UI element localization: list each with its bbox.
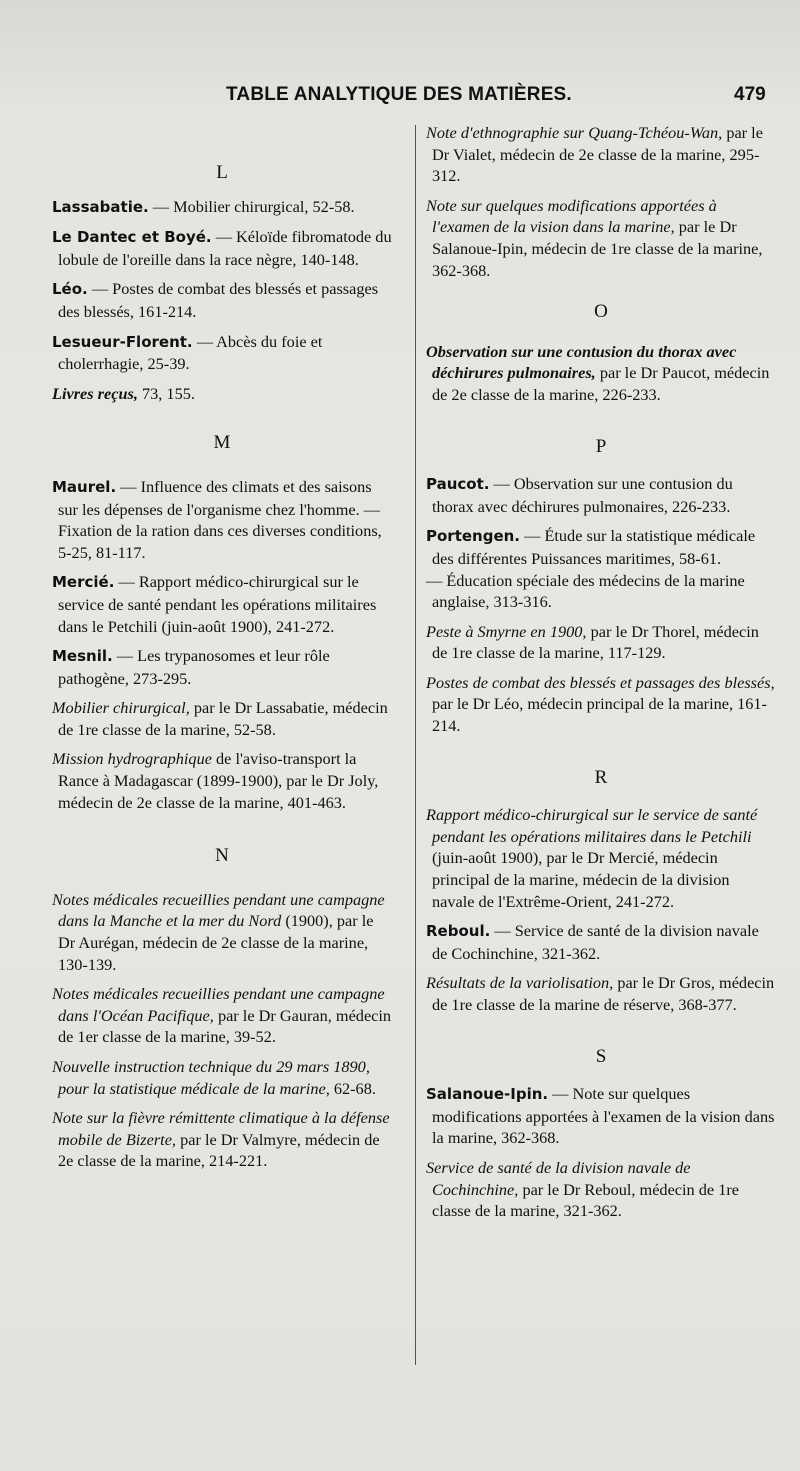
index-entry xyxy=(52,331,392,375)
entry-author: Lesueur-Florent. xyxy=(52,332,193,351)
index-entry xyxy=(426,672,776,737)
index-entry xyxy=(52,571,392,637)
index-entry xyxy=(426,341,776,406)
entry-text: par le Dr Reboul, médecin de 1re classe de la marine, 321-362. xyxy=(432,1179,739,1221)
entry-text: — Étude sur la statistique médicale des différentes Puissances maritimes, 58-61. xyxy=(432,526,756,568)
entry-author: Mesnil. xyxy=(52,647,113,666)
entry-text: — Service de santé de la division navale de Cochinchine, 321-362. xyxy=(432,921,759,963)
index-entry xyxy=(52,1056,392,1099)
section-letter-l: L xyxy=(216,162,228,183)
section-letter-n: N xyxy=(215,845,229,867)
page-title: TABLE ANALYTIQUE DES MATIÈRES. xyxy=(226,84,572,105)
entry-text: — Rapport médico-chirurgical sur le service de santé pendant les opérations militaires dans le Petchili (juin-août 1900), 241-272. xyxy=(58,572,377,636)
index-entry xyxy=(52,697,392,740)
index-entry xyxy=(52,983,392,1048)
entry-text: par le Dr Lassabatie, médecin de 1re classe de la marine, 52-58. xyxy=(58,698,388,739)
index-entry xyxy=(426,972,776,1015)
entry-title: Postes de combat des blessés et passages des blessés, xyxy=(426,672,775,692)
index-entry xyxy=(426,621,776,664)
index-entry xyxy=(52,645,392,689)
entry-title: Mobilier chirurgical, xyxy=(52,698,190,718)
entry-text: — Éducation spéciale des médecins de la marine anglaise, 313-316. xyxy=(426,570,745,612)
entry-text: par le Dr Valmyre, médecin de 2e classe de la marine, 214-221. xyxy=(58,1129,380,1171)
entry-text: (juin-août 1900), par le Dr Mercié, médecin principal de la marine, médecin de la division navale de l'Extrême-Orient, 241-272. xyxy=(432,848,730,911)
entry-text: — Postes de combat des blessés et passages des blessés, 161-214. xyxy=(58,279,379,321)
index-entry xyxy=(52,476,392,563)
entry-author: Mercié. xyxy=(52,573,115,592)
right-column xyxy=(426,122,776,1230)
entry-title: Notes médicales recueillies pendant une campagne dans la Manche et la mer du Nord xyxy=(52,889,385,931)
entry-text: de l'aviso-transport la Rance à Madagascar (1899-1900), par le Dr Joly, médecin de 2e classe de la marine, 401-463. xyxy=(58,749,379,812)
section-letter-p: P xyxy=(595,435,607,457)
entry-title: Peste à Smyrne en 1900, xyxy=(426,621,587,641)
index-entry xyxy=(426,1083,776,1149)
entry-title: Notes médicales recueillies pendant une campagne dans l'Océan Pacifique, xyxy=(52,984,385,1025)
entry-title: Observation sur une contusion du thorax avec déchirures pulmonaires, xyxy=(426,341,737,383)
index-entry xyxy=(426,525,776,569)
index-entry xyxy=(52,889,392,975)
entry-author: Lassabatie. xyxy=(52,197,149,216)
entry-title: Note d'ethnographie sur Quang-Tchéou-Wan, xyxy=(426,123,723,142)
index-entry xyxy=(426,195,776,281)
index-entry xyxy=(426,570,776,613)
entry-text: — Influence des climats et des saisons sur les dépenses de l'organisme chez l'homme. — Fixation de la ration dans ces diverses conditions, 5-25, 81-117. xyxy=(58,476,382,562)
entry-title: Mission hydrographique xyxy=(52,749,212,769)
left-column xyxy=(52,122,392,1180)
entry-text: — Mobilier chirurgical, 52-58. xyxy=(152,196,355,216)
entry-text: — Les trypanosomes et leur rôle pathogène, 273-295. xyxy=(58,646,330,688)
index-entry xyxy=(52,1107,392,1172)
index-entry xyxy=(52,196,392,219)
entry-title: Livres reçus, xyxy=(52,383,138,403)
entry-title: Note sur quelques modifications apportées à l'examen de la vision dans la marine, xyxy=(426,195,717,237)
entry-author: Portengen. xyxy=(426,527,521,546)
entry-text: 62-68. xyxy=(333,1078,376,1098)
index-entry xyxy=(426,122,776,187)
section-letter-m: M xyxy=(213,432,231,454)
entry-text: (1900), par le Dr Aurégan, médecin de 2e classe de la marine, 130-139. xyxy=(58,911,374,974)
entry-text: par le Dr Salanoue-Ipin, médecin de 1re classe de la marine, 362-368. xyxy=(432,217,763,280)
entry-author: Le Dantec et Boyé. xyxy=(52,228,212,247)
entry-author: Léo. xyxy=(52,280,88,299)
index-entry xyxy=(52,278,392,322)
section-letter-s: S xyxy=(595,1045,607,1067)
entry-title: Rapport médico-chirurgical sur le service de santé pendant les opérations militaires dans le Petchili xyxy=(426,805,758,846)
entry-text: par le Dr Thorel, médecin de 1re classe de la marine, 117-129. xyxy=(432,621,759,663)
entry-author: Reboul. xyxy=(426,922,491,941)
index-entry xyxy=(426,804,776,912)
entry-author: Salanoue-Ipin. xyxy=(426,1085,549,1104)
index-entry xyxy=(52,383,392,405)
entry-text: par le Dr Vialet, médecin de 2e classe de la marine, 295-312. xyxy=(432,123,763,186)
running-header xyxy=(0,84,800,114)
entry-text: par le Dr Gros, médecin de 1re classe de la marine de réserve, 368-377. xyxy=(432,973,775,1014)
entry-title: Service de santé de la division navale de Cochinchine, xyxy=(426,1157,691,1199)
entry-text: 73, 155. xyxy=(142,383,195,403)
index-entry xyxy=(426,1157,776,1222)
entry-text: — Note sur quelques modifications apportées à l'examen de la vision dans la marine, 362-368. xyxy=(432,1084,775,1148)
entry-text: — Observation sur une contusion du thorax avec déchirures pulmonaires, 226-233. xyxy=(432,474,733,516)
column-divider xyxy=(415,125,416,1365)
section-letter-r: R xyxy=(594,766,608,788)
entry-text: — Kéloïde fibromatode du lobule de l'oreille dans la race nègre, 140-148. xyxy=(58,227,392,269)
index-entry xyxy=(52,226,392,270)
entry-text: par le Dr Gauran, médecin de 1er classe de la marine, 39-52. xyxy=(58,1005,392,1047)
index-entry xyxy=(52,748,392,813)
entry-author: Maurel. xyxy=(52,477,117,496)
entry-title: Résultats de la variolisation, xyxy=(426,973,614,993)
entry-text: — Abcès du foie et cholerrhagie, 25-39. xyxy=(58,331,323,374)
page-number: 479 xyxy=(734,84,766,105)
entry-author: Paucot. xyxy=(426,475,490,494)
entry-text: par le Dr Paucot, médecin de 2e classe de la marine, 226-233. xyxy=(432,363,770,404)
entry-text: par le Dr Léo, médecin principal de la marine, 161-214. xyxy=(432,694,767,736)
index-entry xyxy=(426,473,776,517)
entry-title: Nouvelle instruction technique du 29 mars 1890, pour la statistique médicale de la marine, xyxy=(52,1057,370,1098)
section-letter-o: O xyxy=(594,301,608,323)
entry-title: Note sur la fièvre rémittente climatique à la défense mobile de Bizerte, xyxy=(52,1108,390,1149)
index-entry xyxy=(426,920,776,964)
